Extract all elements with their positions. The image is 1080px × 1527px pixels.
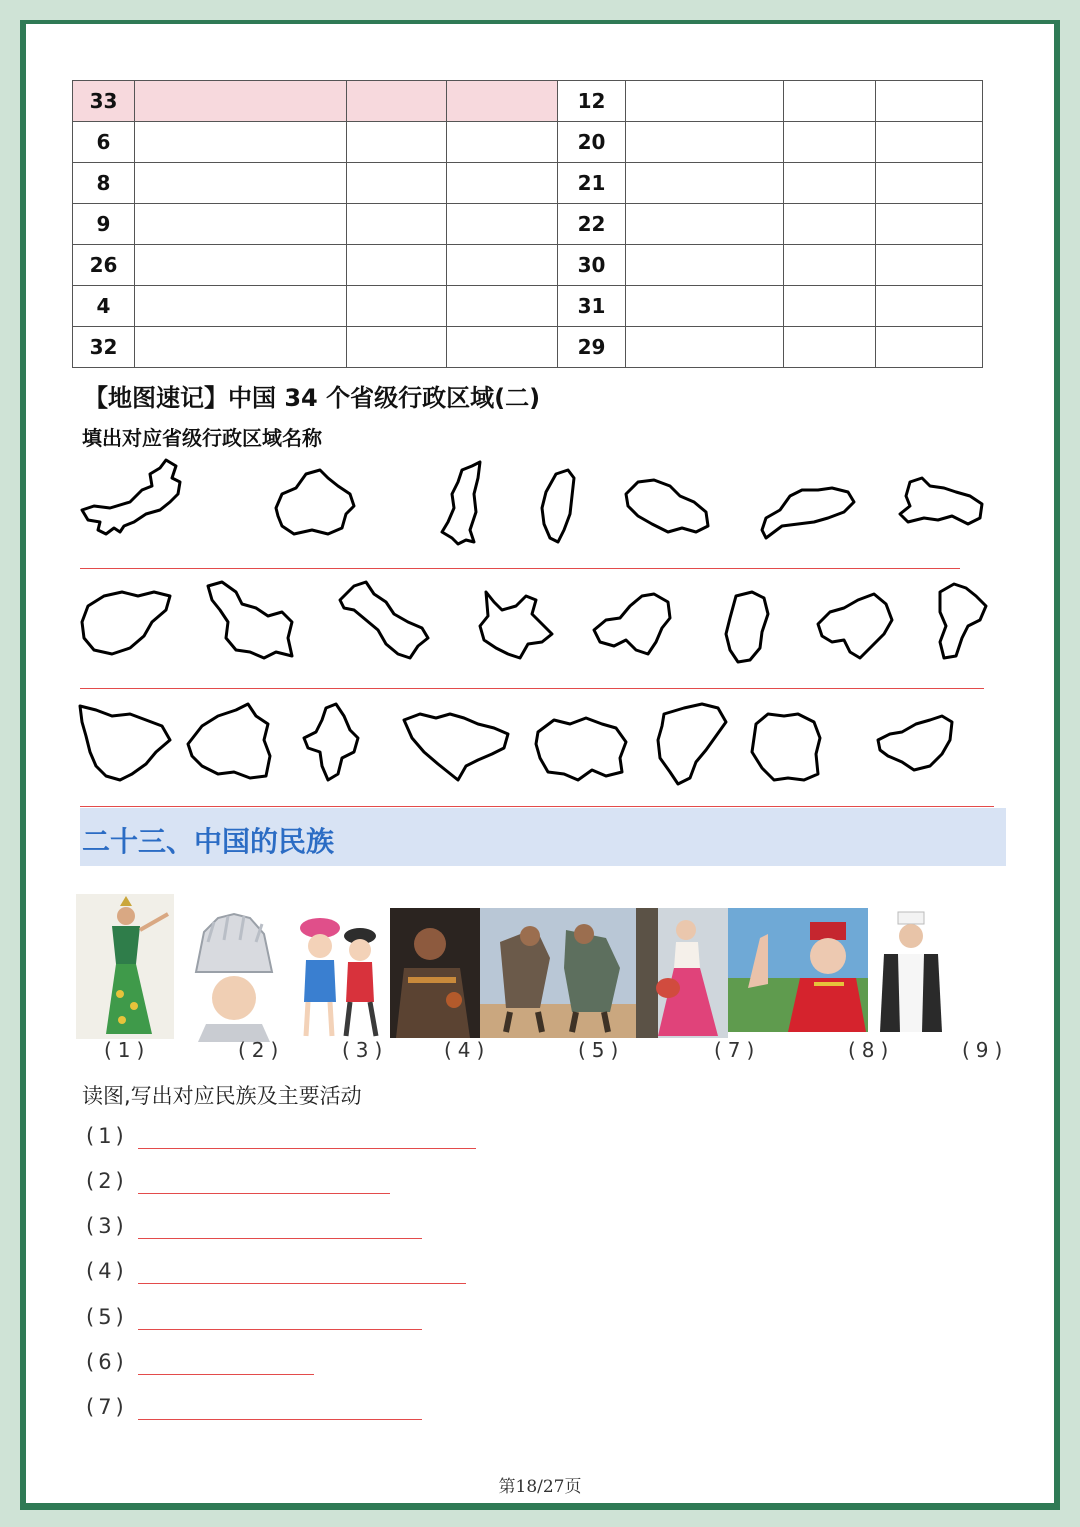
province-outline-9: [206, 580, 298, 666]
province-outline-8: [80, 586, 176, 662]
answer-cell[interactable]: [347, 204, 447, 245]
answer-cell[interactable]: [876, 204, 983, 245]
page-number: 第18/27页: [498, 1477, 582, 1497]
ethnic-photo-3: [288, 906, 390, 1044]
divider-line-2: [80, 688, 984, 689]
ethnic-photo-6: [636, 908, 728, 1038]
answer-line-3[interactable]: [138, 1238, 422, 1239]
table-row: [73, 163, 983, 204]
answer-cell[interactable]: [135, 327, 347, 368]
answer-cell[interactable]: [135, 245, 347, 286]
row-number-right: 12: [558, 81, 626, 122]
province-outline-5: [622, 476, 714, 540]
row-number-left: 26: [73, 245, 135, 286]
province-outline-18: [302, 702, 362, 788]
photo-label-5: (5): [578, 1038, 625, 1062]
row-number-left: 33: [73, 81, 135, 122]
province-outline-22: [748, 710, 824, 790]
row-number-left: 8: [73, 163, 135, 204]
province-outline-19: [402, 708, 512, 790]
answer-line-1[interactable]: [138, 1148, 476, 1149]
ethnic-photo-4: [390, 908, 480, 1038]
province-outline-3: [440, 460, 490, 554]
answer-cell[interactable]: [784, 327, 876, 368]
map-section-instruction: 填出对应省级行政区域名称: [82, 426, 322, 450]
answer-line-2[interactable]: [138, 1193, 390, 1194]
answer-cell[interactable]: [347, 122, 447, 163]
answer-cell[interactable]: [135, 204, 347, 245]
ethnic-photo-7: [728, 908, 868, 1032]
province-outline-14: [814, 590, 896, 666]
province-outline-11: [476, 588, 556, 668]
province-outline-20: [534, 714, 630, 788]
table-row: [73, 327, 983, 368]
answer-label-6: (6): [86, 1350, 128, 1374]
photo-label-1: (1): [104, 1038, 151, 1062]
row-number-right: 21: [558, 163, 626, 204]
ethnic-photo-5: [480, 908, 636, 1038]
answer-cell[interactable]: [347, 327, 447, 368]
answer-cell[interactable]: [447, 245, 558, 286]
answer-cell[interactable]: [135, 122, 347, 163]
province-outline-2: [272, 464, 362, 548]
answer-cell[interactable]: [784, 204, 876, 245]
province-outline-1: [80, 458, 190, 547]
province-outline-23: [874, 710, 958, 778]
row-number-left: 6: [73, 122, 135, 163]
answer-cell[interactable]: [447, 327, 558, 368]
answer-cell[interactable]: [135, 163, 347, 204]
table-row: [73, 81, 983, 122]
answer-cell[interactable]: [135, 81, 347, 122]
ethnic-photo-8: [876, 910, 946, 1032]
answer-cell[interactable]: [347, 286, 447, 327]
divider-line-1: [80, 568, 960, 569]
answer-cell[interactable]: [784, 81, 876, 122]
answer-cell[interactable]: [784, 163, 876, 204]
answer-cell[interactable]: [347, 81, 447, 122]
answer-cell[interactable]: [447, 122, 558, 163]
answer-cell[interactable]: [347, 245, 447, 286]
answer-cell[interactable]: [135, 286, 347, 327]
answer-label-4: (4): [86, 1259, 128, 1283]
answer-cell[interactable]: [626, 122, 784, 163]
photo-label-3: (3): [342, 1038, 389, 1062]
answer-label-2: (2): [86, 1169, 128, 1193]
divider-line-3: [80, 806, 994, 807]
province-outline-12: [590, 590, 674, 664]
table-row: [73, 204, 983, 245]
table-row: [73, 245, 983, 286]
province-outline-6: [758, 480, 860, 546]
answer-cell[interactable]: [876, 81, 983, 122]
answer-cell[interactable]: [347, 163, 447, 204]
answer-cell[interactable]: [626, 81, 784, 122]
row-number-right: 22: [558, 204, 626, 245]
section-banner: [80, 808, 1006, 866]
photo-label-9: (9): [962, 1038, 1009, 1062]
section-title: 二十三、中国的民族: [82, 825, 335, 858]
worksheet-page: [20, 20, 1060, 1510]
province-outline-21: [654, 702, 730, 792]
answer-label-7: (7): [86, 1395, 128, 1419]
answer-cell[interactable]: [876, 327, 983, 368]
table-row: [73, 286, 983, 327]
row-number-left: 32: [73, 327, 135, 368]
answer-label-1: (1): [86, 1124, 128, 1148]
answer-cell[interactable]: [784, 122, 876, 163]
province-outline-4: [540, 468, 580, 552]
answer-cell[interactable]: [876, 245, 983, 286]
answer-cell[interactable]: [626, 327, 784, 368]
answer-cell[interactable]: [876, 286, 983, 327]
answer-cell[interactable]: [626, 204, 784, 245]
photo-label-8: (8): [848, 1038, 895, 1062]
answer-cell[interactable]: [447, 163, 558, 204]
province-outline-17: [184, 702, 274, 788]
answer-cell[interactable]: [876, 122, 983, 163]
table-row: [73, 122, 983, 163]
row-number-right: 20: [558, 122, 626, 163]
row-number-right: 29: [558, 327, 626, 368]
row-number-left: 9: [73, 204, 135, 245]
province-outline-15: [934, 582, 990, 668]
answer-cell[interactable]: [447, 81, 558, 122]
answer-line-5[interactable]: [138, 1329, 422, 1330]
answer-cell[interactable]: [784, 286, 876, 327]
answer-label-3: (3): [86, 1214, 128, 1238]
row-number-right: 31: [558, 286, 626, 327]
answer-cell[interactable]: [626, 286, 784, 327]
answer-label-5: (5): [86, 1305, 128, 1329]
ethnic-photo-2: [178, 912, 286, 1042]
answer-line-4[interactable]: [138, 1283, 466, 1284]
answer-line-6[interactable]: [138, 1374, 314, 1375]
answer-table: [72, 80, 983, 368]
province-outline-16: [76, 702, 174, 788]
photo-label-7: (7): [714, 1038, 761, 1062]
province-outline-13: [722, 590, 774, 670]
answer-cell[interactable]: [876, 163, 983, 204]
province-outline-10: [336, 580, 432, 668]
ethnic-photo-1: [76, 894, 174, 1039]
answer-cell[interactable]: [626, 245, 784, 286]
photo-label-4: (4): [444, 1038, 491, 1062]
answer-cell[interactable]: [784, 245, 876, 286]
answer-line-7[interactable]: [138, 1419, 422, 1420]
row-number-right: 30: [558, 245, 626, 286]
ethnic-instruction: 读图,写出对应民族及主要活动: [82, 1084, 362, 1108]
photo-label-2: (2): [238, 1038, 285, 1062]
province-outline-7: [896, 474, 988, 536]
answer-cell[interactable]: [447, 286, 558, 327]
map-section-title: 【地图速记】中国 34 个省级行政区域(二): [84, 384, 541, 412]
row-number-left: 4: [73, 286, 135, 327]
answer-cell[interactable]: [447, 204, 558, 245]
answer-cell[interactable]: [626, 163, 784, 204]
